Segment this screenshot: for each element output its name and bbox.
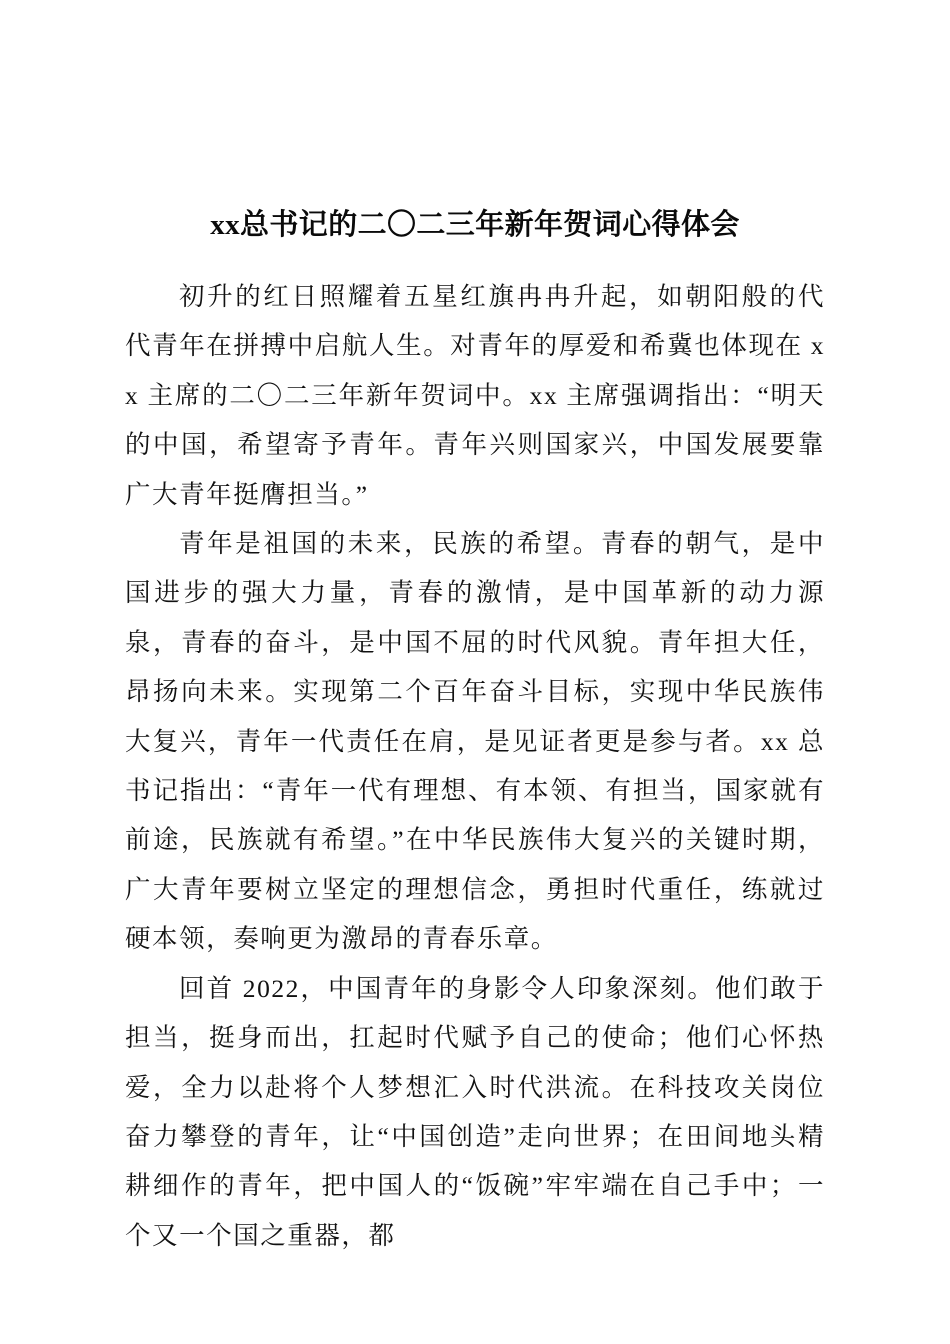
paragraph-3: 回首 2022，中国青年的身影令人印象深刻。他们敢于担当，挺身而出，扛起时代赋予自己的使命；他们心怀热爱，全力以赴将个人梦想汇入时代洪流。在科技攻关岗位奋力攀登的青年，让“中国创造”走向世界；在田间地头精耕细作的青年，把中国人的“饭碗”牢牢端在自己手中；一个又一个国之重器，都 (125, 973, 825, 1250)
document-body (125, 272, 825, 1260)
page-title: xx总书记的二〇二三年新年贺词心得体会 (210, 209, 740, 241)
paragraph-1: 初升的红日照耀着五星红旗冉冉升起，如朝阳般的代代青年在拼搏中启航人生。对青年的厚爱和希冀也体现在 xx 主席的二〇二三年新年贺词中。xx 主席强调指出：“明天的中国，希望寄予青年。青年兴则国家兴，中国发展要靠广大青年挺膺担当。” (125, 282, 825, 509)
paragraph-2: 青年是祖国的未来，民族的希望。青春的朝气，是中国进步的强大力量，青春的激情，是中国革新的动力源泉，青春的奋斗，是中国不屈的时代风貌。青年担大任，昂扬向未来。实现第二个百年奋斗目标，实现中华民族伟大复兴，青年一代责任在肩，是见证者更是参与者。xx 总书记指出：“青年一代有理想、有本领、有担当，国家就有前途，民族就有希望。”在中华民族伟大复兴的关键时期，广大青年要树立坚定的理想信念，勇担时代重任，练就过硬本领，奏响更为激昂的青春乐章。 (125, 529, 825, 954)
